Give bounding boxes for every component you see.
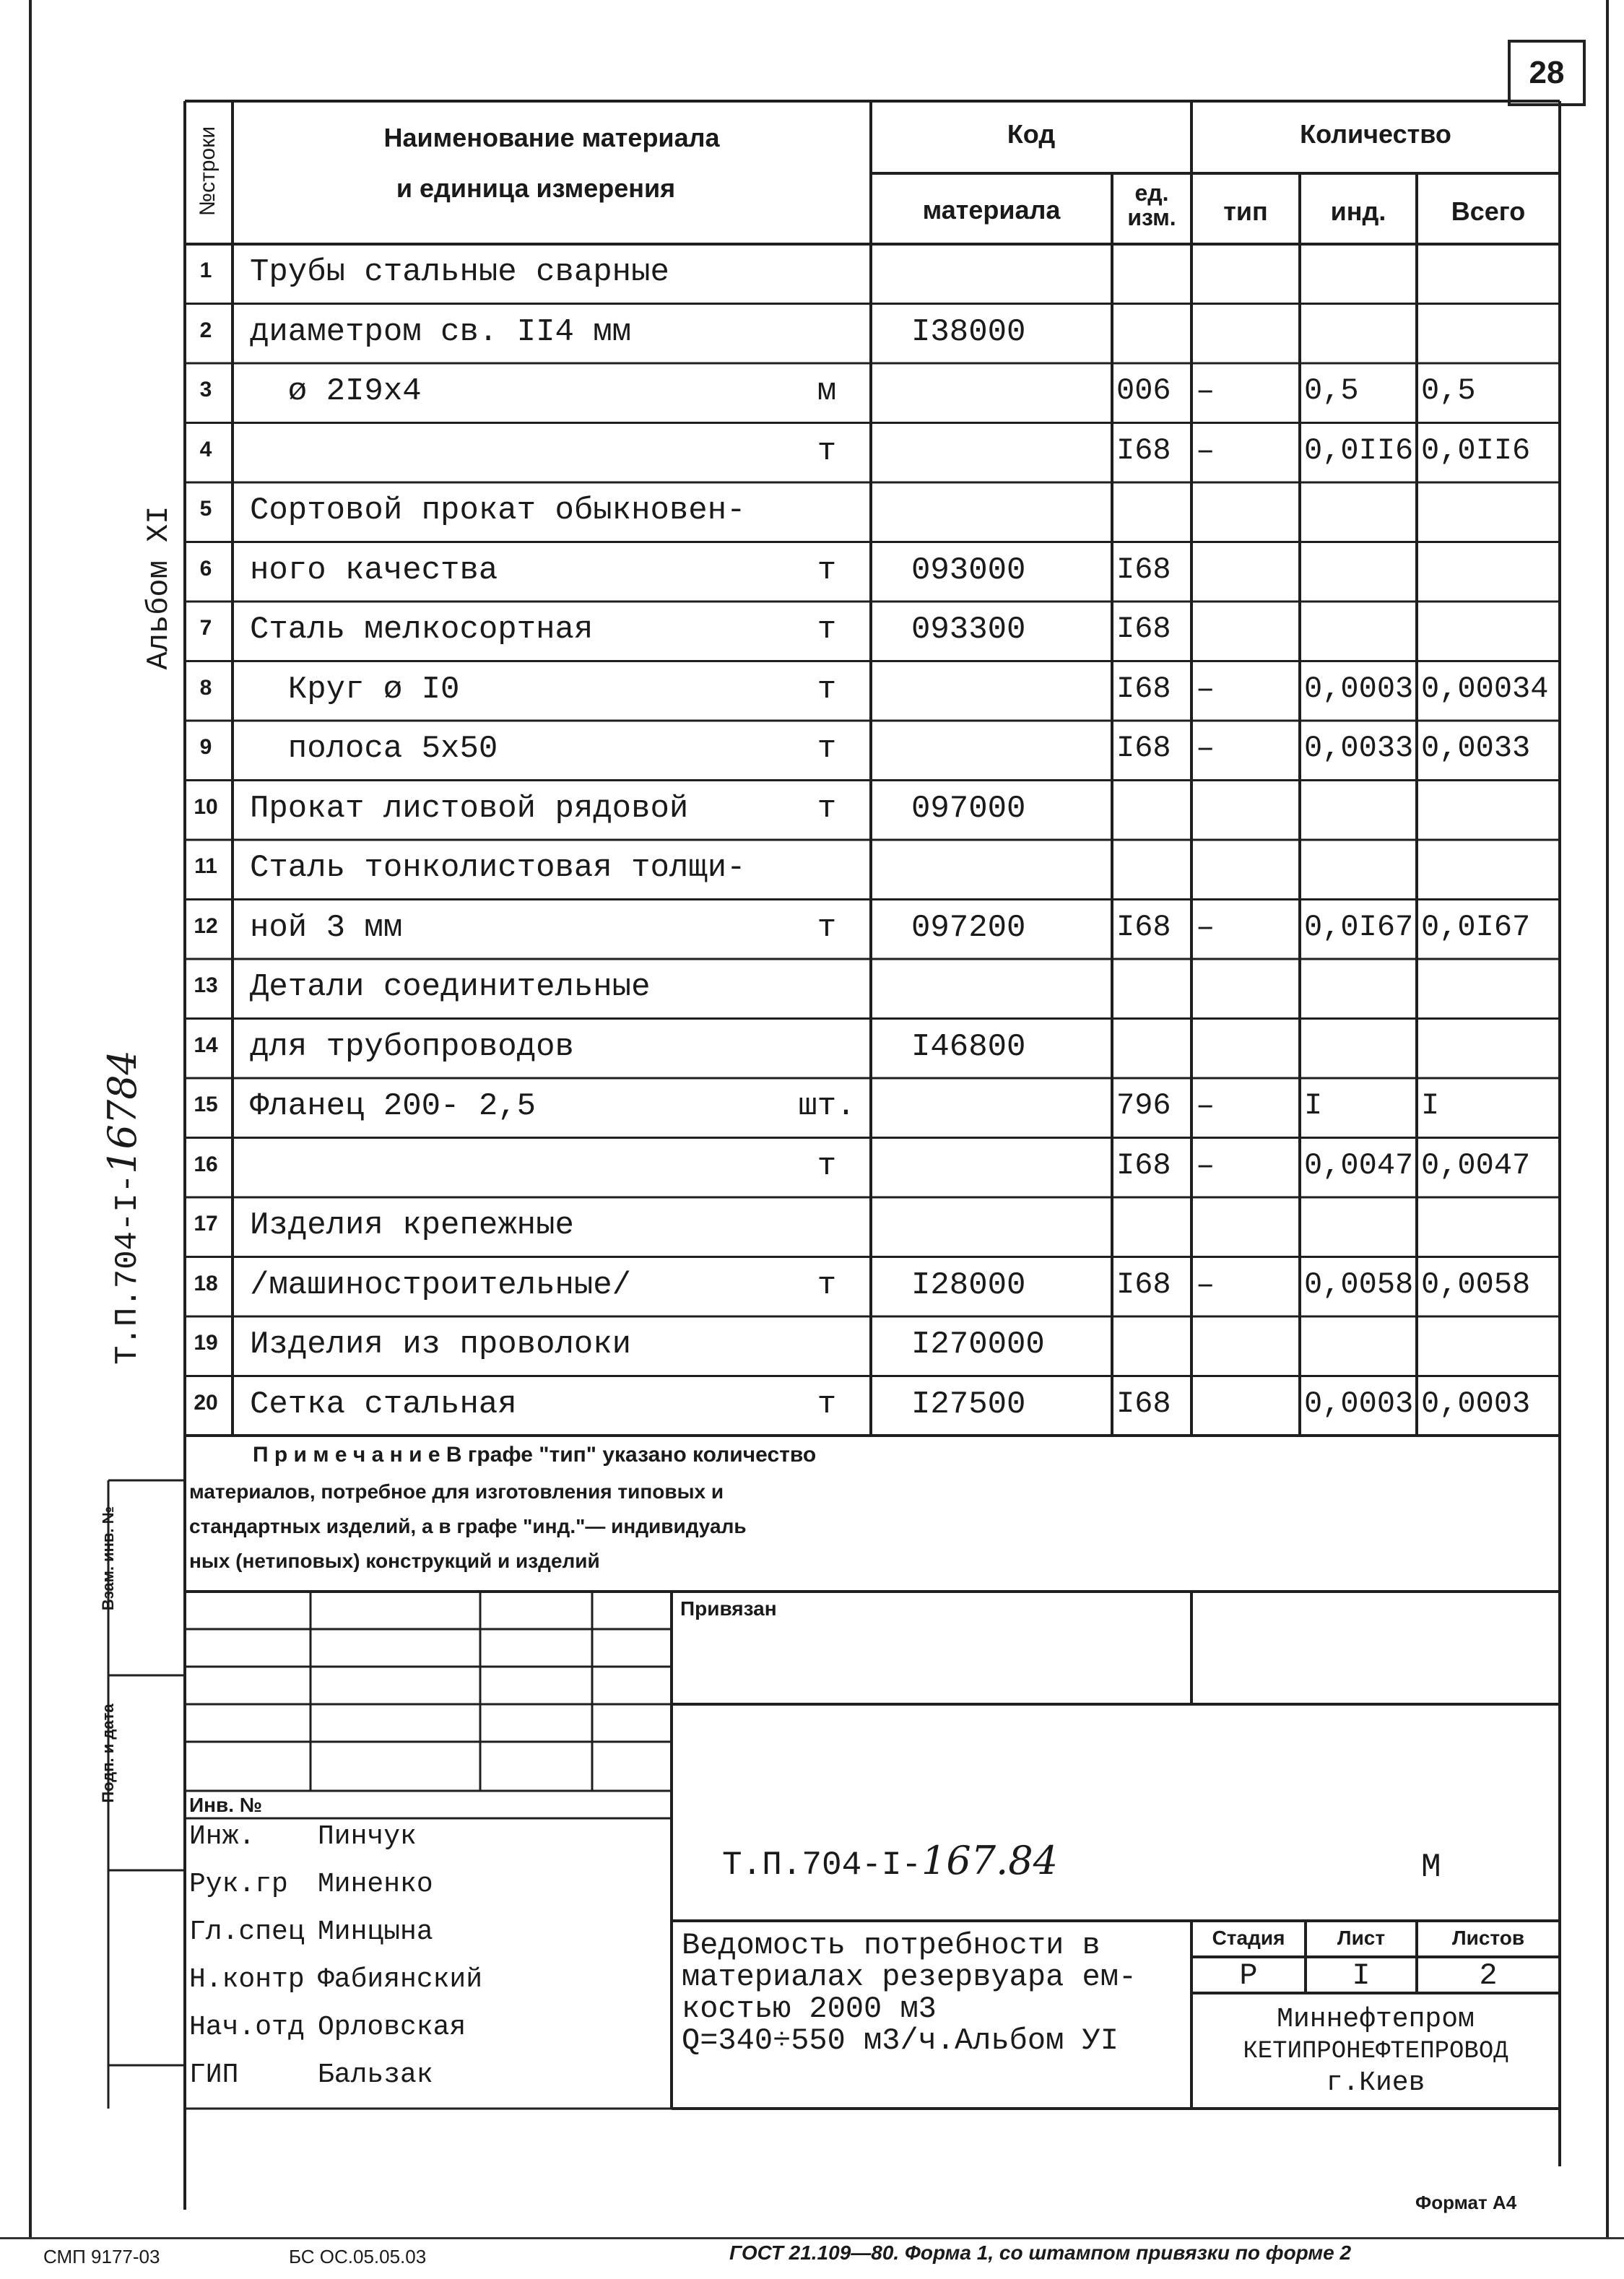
table-row [0,1257,1624,1317]
stamp-person-role: Гл.спец [189,1916,305,1948]
header-name-line2: и единица измерения [396,173,676,203]
cell-n: 8 [199,675,212,700]
stamp-person-name: Фабиянский [318,1964,483,1995]
cell-name: Круг ø I0 [250,671,460,708]
side-doc-code [100,1020,146,1395]
header-qty-total: Всего [1451,196,1526,226]
header-row-no: №строки [196,126,220,217]
stamp-org-line3: г.Киев [1326,2067,1425,2098]
stamp-org-line2: КЕТИПРОНЕФТЕПРОВОД [1243,2038,1508,2065]
cell-unit: м [817,373,837,409]
cell-n: 17 [194,1212,218,1236]
cell-ind: I [1304,1088,1323,1123]
side-album: Альбом XI [142,505,176,670]
stamp-designation-typed: Т.П.704-I- [722,1846,922,1884]
stamp-title-line4: Q=340÷550 м3/ч.Альбом УI [682,2023,1119,2058]
cell-code: 093000 [911,552,1026,589]
cell-unit: т [817,552,837,589]
cell-unit: т [817,731,837,767]
cell-ed: I68 [1116,552,1171,587]
cell-ind: 0,0003 [1304,1386,1414,1421]
header-code-material: материала [922,195,1061,225]
header-quantity: Количество [1300,119,1451,149]
cell-type: – [1196,731,1215,767]
cell-n: 10 [194,794,218,819]
cell-ed: I68 [1116,1267,1171,1302]
stamp-stage-label: Стадия [1212,1927,1285,1949]
stamp-title [682,1929,1137,2057]
side-doc-code-typed: Т.П.704-I- [110,1173,146,1365]
cell-type: – [1196,373,1215,409]
cell-ed: 006 [1116,373,1171,408]
cell-unit: шт. [798,1088,856,1124]
header-unit-line1: ед. [1134,180,1169,206]
side-label-inv: Взам. инв. № [99,1506,117,1611]
table-row [0,781,1624,841]
cell-name: полоса 5x50 [250,731,498,767]
cell-code: I46800 [911,1028,1026,1065]
cell-ed: 796 [1116,1088,1171,1123]
cell-name: Трубы стальные сварные [250,254,669,290]
cell-code: I38000 [911,313,1026,350]
header-code-unit [1112,181,1191,230]
stamp-inv-no: Инв. № [189,1794,263,1816]
cell-unit: т [817,1386,837,1423]
cell-code: I28000 [911,1267,1026,1303]
cell-name: ного качества [250,552,498,589]
cell-n: 7 [199,616,212,640]
cell-type: – [1196,433,1215,469]
footer-format: Формат А4 [1415,2192,1517,2213]
header-unit-line2: изм. [1127,204,1176,230]
cell-unit: т [817,1147,837,1184]
cell-code: I270000 [911,1327,1045,1363]
cell-type: – [1196,1088,1215,1124]
cell-name: Детали соединительные [250,969,651,1005]
stamp-org-line1: Миннефтепром [1277,2004,1475,2035]
cell-total: 0,0033 [1421,731,1531,765]
stamp-attached: Привязан [680,1597,777,1620]
table-row [0,602,1624,661]
table-row [0,1197,1624,1257]
table-row [0,304,1624,364]
stamp-sheet: I [1352,1958,1371,1993]
stamp-stage: Р [1239,1958,1258,1993]
stamp-scale: М [1421,1849,1441,1886]
stamp-person-name: Минцына [318,1916,433,1948]
cell-code: I27500 [911,1386,1026,1423]
table-row [0,244,1624,304]
stamp-sheets: 2 [1479,1958,1498,1993]
cell-ind: 0,0058 [1304,1267,1414,1302]
cell-ed: I68 [1116,1147,1171,1183]
cell-ed: I68 [1116,433,1171,468]
cell-ind: 0,0I67 [1304,909,1414,945]
cell-total: 0,00034 [1421,671,1549,706]
cell-n: 16 [194,1152,218,1176]
table-row [0,1078,1624,1138]
stamp-title-line2: материалах резервуара ем- [682,1960,1137,1994]
cell-ind: 0,0033 [1304,731,1414,765]
cell-ed: I68 [1116,909,1171,945]
cell-name: для трубопроводов [250,1028,574,1065]
stamp-title-line1: Ведомость потребности в [682,1928,1100,1963]
table-row [0,1138,1624,1198]
table-row [0,363,1624,423]
cell-n: 6 [199,556,212,581]
cell-unit: т [817,671,837,708]
stamp-person-role: Нач.отд [189,2012,305,2043]
cell-n: 19 [194,1331,218,1355]
footer-gost: ГОСТ 21.109—80. Форма 1, со штампом привязки по форме 2 [729,2241,1352,2264]
cell-total: 0,0II6 [1421,433,1531,468]
table-row [0,900,1624,960]
table-row [0,661,1624,721]
cell-type: – [1196,1267,1215,1303]
cell-n: 2 [199,318,212,342]
cell-ed: I68 [1116,731,1171,765]
cell-type: – [1196,671,1215,708]
cell-code: 097000 [911,790,1026,827]
stamp-designation-hw: 167.84 [921,1838,1058,1883]
cell-n: 15 [194,1093,218,1116]
cell-ed: I68 [1116,1386,1171,1421]
cell-code: 093300 [911,612,1026,648]
table-row [0,482,1624,542]
table-row [0,1316,1624,1376]
table-row [0,542,1624,602]
cell-unit: т [817,433,837,469]
header-qty-ind: инд. [1330,196,1386,226]
table-row [0,1019,1624,1079]
cell-name: Изделия крепежные [250,1207,574,1243]
stamp-title-line3: костью 2000 м3 [682,1992,937,2026]
stamp-sheets-label: Листов [1451,1927,1525,1949]
cell-ed: I68 [1116,671,1171,706]
table-row [0,423,1624,483]
page-number: 28 [1508,40,1586,106]
stamp-person-name: Орловская [318,2012,466,2043]
cell-ind: 0,0003 [1304,671,1414,706]
cell-total: 0,0003 [1421,1386,1531,1421]
note-line2: материалов, потребное для изготовления типовых и [189,1480,724,1503]
note-line3: стандартных изделий, а в графе "инд."— индивидуаль [189,1515,747,1537]
footer-left2: БС ОС.05.05.03 [289,2246,427,2267]
cell-total: 0,0I67 [1421,909,1531,945]
cell-n: 1 [199,259,212,282]
cell-name: ø 2I9x4 [250,373,422,409]
cell-ind: 0,0047 [1304,1147,1414,1183]
side-doc-code-hw: 16784 [100,1050,145,1174]
cell-total: I [1421,1088,1440,1123]
cell-unit: т [817,1267,837,1303]
stamp-sheet-label: Лист [1337,1927,1386,1949]
cell-unit: т [817,612,837,648]
cell-n: 20 [194,1390,218,1415]
stamp-person-role: Н.контр [189,1964,305,1995]
cell-unit: т [817,909,837,946]
cell-type: – [1196,1147,1215,1184]
cell-n: 18 [194,1271,218,1295]
stamp-person-name: Миненко [318,1869,433,1900]
cell-name: Сталь тонколистовая толщи- [250,850,746,886]
cell-name: Фланец 200- 2,5 [250,1088,537,1124]
cell-ind: 0,0II6 [1304,433,1414,468]
cell-n: 13 [194,973,218,997]
stamp-person-role: ГИП [189,2059,239,2091]
cell-ed: I68 [1116,612,1171,646]
header-name-line1: Наименование материала [383,123,720,152]
cell-ind: 0,5 [1304,373,1359,408]
footer-rule [0,2237,1624,2239]
note-line4: ных (нетиповых) конструкций и изделий [189,1550,600,1572]
stamp-person-role: Рук.гр [189,1869,288,1900]
header-qty-type: тип [1223,196,1268,226]
cell-total: 0,0058 [1421,1267,1531,1302]
cell-name: Изделия из проволоки [250,1327,632,1363]
stamp-person-role: Инж. [189,1821,256,1852]
table-row [0,1376,1624,1436]
side-label-sign: Подп. и дата [99,1703,117,1803]
cell-n: 9 [199,735,212,759]
stamp-person-name: Бальзак [318,2059,433,2091]
cell-unit: т [817,790,837,827]
cell-n: 14 [194,1033,218,1057]
cell-n: 4 [199,437,212,461]
cell-n: 3 [199,378,212,401]
stamp-person-name: Пинчук [318,1821,417,1852]
cell-name: Прокат листовой рядовой [250,790,689,827]
table-row [0,959,1624,1019]
cell-name: Сталь мелкосортная [250,612,594,648]
cell-total: 0,0047 [1421,1147,1531,1183]
note-line1: П р и м е ч а н и е В графе "тип" указано количество [253,1443,817,1467]
cell-name: /машиностроительные/ [250,1267,632,1303]
cell-n: 11 [194,854,217,878]
table-row [0,721,1624,781]
cell-name: Сортовой прокат обыкновен- [250,492,746,529]
cell-name: диаметром св. II4 мм [250,313,632,350]
stamp-designation [722,1838,1058,1884]
cell-name: Сетка стальная [250,1386,517,1423]
header-code: Код [1007,119,1056,149]
cell-type: – [1196,909,1215,946]
stamp-org [1191,2004,1560,2099]
cell-n: 12 [194,913,218,938]
table-row [0,840,1624,900]
footer-left1: СМП 9177-03 [43,2246,160,2267]
cell-code: 097200 [911,909,1026,946]
cell-n: 5 [199,497,212,521]
cell-name: ной 3 мм [250,909,403,946]
cell-total: 0,5 [1421,373,1476,408]
